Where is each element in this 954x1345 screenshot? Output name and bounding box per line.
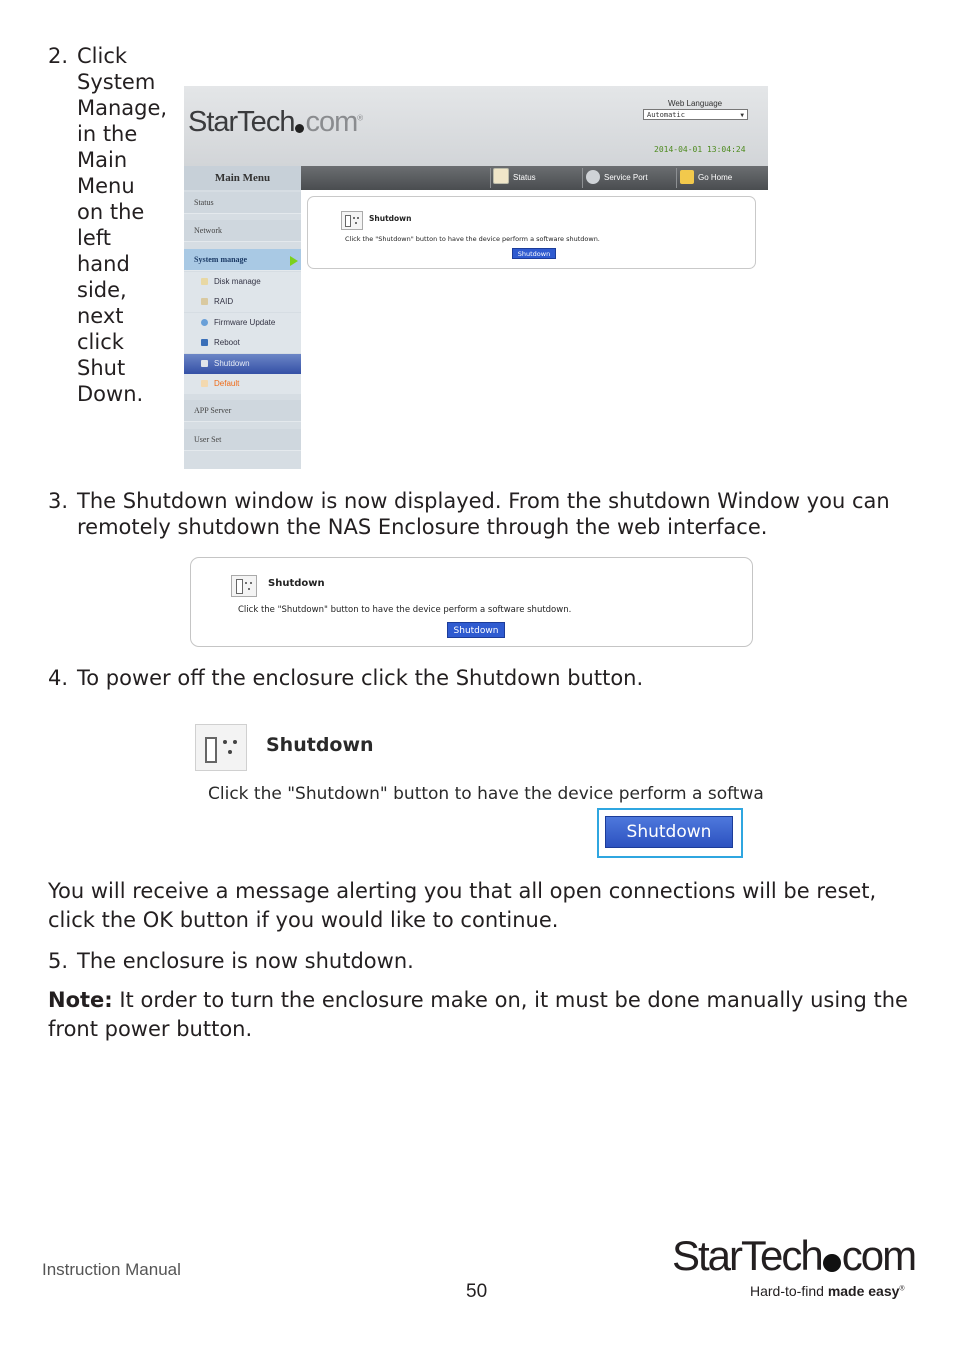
logo-dot-icon (823, 1254, 841, 1272)
sidebar-item-system-manage[interactable]: System manage (184, 249, 301, 271)
power-switch-icon (195, 724, 247, 771)
default-icon (201, 380, 208, 387)
panel-title: Shutdown (369, 214, 412, 223)
startech-logo: StarTech com® (188, 106, 363, 138)
power-switch-icon (341, 211, 363, 230)
raid-icon (201, 298, 208, 305)
note-label: Note: (48, 988, 113, 1012)
power-switch-icon (201, 360, 208, 367)
panel-title: Shutdown (268, 578, 325, 589)
step-number: 5. (48, 949, 69, 973)
nav-divider (582, 168, 583, 188)
step-text: Click System Manage, in the Main Menu on the left hand side, next click Shut Down. (77, 44, 168, 406)
sidebar-item-network[interactable]: Network (184, 220, 301, 242)
nav-divider (490, 168, 491, 188)
nav-divider (676, 168, 677, 188)
chevron-down-icon: ▼ (740, 112, 744, 119)
step-text: The enclosure is now shutdown. (77, 949, 414, 973)
panel-description: Click the "Shutdown" button to have the device perform a softwa (208, 784, 764, 804)
submenu-item-disk-manage[interactable]: Disk manage (184, 272, 301, 292)
nas-web-ui-screenshot (184, 86, 768, 469)
gear-icon (586, 170, 600, 184)
note-text: It order to turn the enclosure make on, it must be done manually using the front power button. (48, 988, 908, 1041)
submenu-item-firmware-update[interactable]: Firmware Update (184, 313, 301, 333)
nav-go-home[interactable]: Go Home (680, 166, 732, 190)
windows-icon (201, 339, 208, 346)
submenu-item-reboot[interactable]: Reboot (184, 333, 301, 353)
startech-footer-logo: StarTech com (672, 1232, 916, 1279)
home-icon (680, 170, 694, 184)
sidebar-item-status[interactable]: Status (184, 192, 301, 214)
step-text-line-2: remotely shutdown the NAS Enclosure through the web interface. (77, 515, 768, 539)
submenu-item-default[interactable]: Default (184, 374, 301, 394)
panel-description: Click the "Shutdown" button to have the device perform a software shutdown. (238, 605, 572, 615)
power-switch-icon (231, 575, 257, 597)
step-text: To power off the enclosure click the Shutdown button. (77, 666, 644, 690)
status-icon (493, 168, 509, 184)
step-number: 3. (48, 489, 69, 513)
panel-description: Click the "Shutdown" button to have the device perform a software shutdown. (345, 235, 600, 243)
web-language-select[interactable]: Automatic ▼ (643, 109, 748, 120)
disk-icon (201, 278, 208, 285)
message-paragraph: You will receive a message alerting you that all open connections will be reset, click the OK button if you would like to continue. (48, 879, 877, 932)
shutdown-button[interactable]: Shutdown (447, 622, 505, 638)
nav-service-port[interactable]: Service Port (586, 166, 648, 190)
shutdown-button[interactable]: Shutdown (605, 816, 733, 848)
shutdown-button-zoom-screenshot (193, 720, 767, 865)
sidebar-item-app-server[interactable]: APP Server (184, 400, 301, 422)
page-number: 50 (466, 1281, 488, 1302)
sidebar-item-user-set[interactable]: User Set (184, 429, 301, 451)
nav-status[interactable]: Status (493, 166, 536, 190)
step-number: 4. (48, 666, 69, 690)
step-text-line-1: The Shutdown window is now displayed. From the shutdown Window you can (77, 489, 890, 513)
instruction-manual-label: Instruction Manual (42, 1260, 181, 1279)
datetime-readout: 2014-04-01 13:04:24 (654, 145, 746, 154)
shutdown-window-screenshot (190, 557, 753, 647)
step-number: 2. (48, 44, 69, 68)
shutdown-panel (307, 196, 756, 269)
panel-title: Shutdown (266, 734, 374, 756)
submenu-item-shutdown[interactable]: Shutdown (184, 354, 301, 374)
web-language-label: Web Language (668, 99, 723, 108)
note-paragraph (48, 986, 928, 1044)
main-menu-heading: Main Menu (184, 166, 301, 190)
shutdown-button[interactable]: Shutdown (512, 248, 556, 259)
tagline: Hard-to-find made easy® (750, 1283, 905, 1299)
submenu-item-raid[interactable]: RAID (184, 292, 301, 312)
refresh-icon (201, 319, 208, 326)
play-arrow-icon (290, 256, 298, 266)
